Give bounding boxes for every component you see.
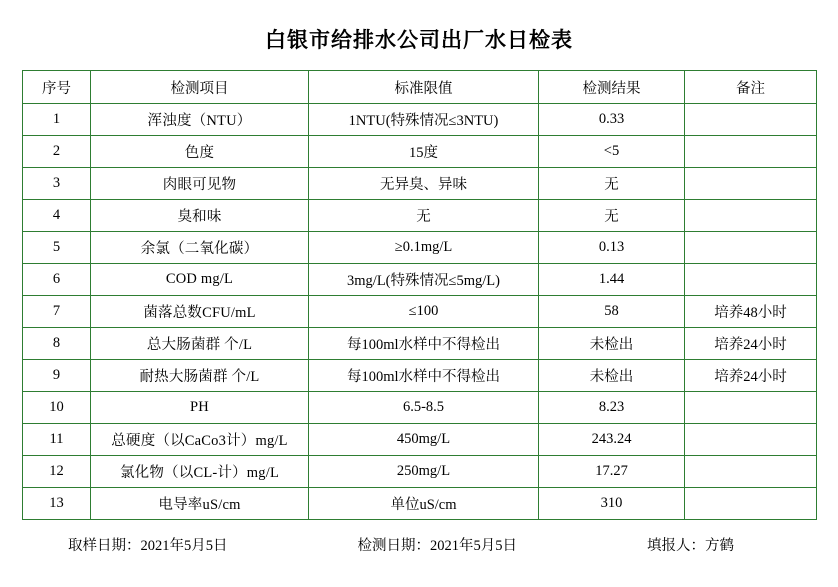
table-row [23, 200, 817, 232]
column-header-item: 检测项目 [91, 71, 309, 104]
cell-limit: 每100ml水样中不得检出 [309, 360, 539, 392]
column-header-index: 序号 [23, 71, 91, 104]
cell-result: 0.13 [539, 232, 685, 264]
cell-remark [685, 200, 817, 232]
cell-result: 58 [539, 296, 685, 328]
sampling-date-label: 取样日期：2021年5月5日 [68, 538, 228, 554]
cell-limit: 每100ml水样中不得检出 [309, 328, 539, 360]
table-row [23, 328, 817, 360]
cell-remark [685, 136, 817, 168]
table-row [23, 264, 817, 296]
cell-limit: 1NTU(特殊情况≤3NTU) [309, 104, 539, 136]
cell-result: 243.24 [539, 424, 685, 456]
cell-index: 7 [23, 296, 91, 328]
page-title: 白银市给排水公司出厂水日检表 [265, 28, 573, 52]
testing-date-label: 检测日期：2021年5月5日 [357, 538, 517, 554]
cell-result: 未检出 [539, 328, 685, 360]
column-header-result: 检测结果 [539, 71, 685, 104]
cell-index: 6 [23, 264, 91, 296]
cell-limit: 无 [309, 200, 539, 232]
cell-limit: 450mg/L [309, 424, 539, 456]
cell-item: 总大肠菌群 个/L [91, 328, 309, 360]
cell-limit: ≥0.1mg/L [309, 232, 539, 264]
cell-result: 0.33 [539, 104, 685, 136]
cell-remark: 培养48小时 [685, 296, 817, 328]
cell-index: 5 [23, 232, 91, 264]
cell-item: 余氯（二氧化碳） [91, 232, 309, 264]
cell-index: 11 [23, 424, 91, 456]
cell-limit: 无异臭、异味 [309, 168, 539, 200]
cell-remark [685, 392, 817, 424]
table-header-row [23, 71, 817, 104]
cell-result: 1.44 [539, 264, 685, 296]
cell-item: 电导率uS/cm [91, 488, 309, 520]
cell-index: 3 [23, 168, 91, 200]
cell-item: 总硬度（以CaCo3计）mg/L [91, 424, 309, 456]
cell-remark [685, 232, 817, 264]
water-quality-report-table [22, 70, 817, 520]
cell-index: 1 [23, 104, 91, 136]
cell-result: 17.27 [539, 456, 685, 488]
cell-item: 色度 [91, 136, 309, 168]
cell-limit: 6.5-8.5 [309, 392, 539, 424]
cell-item: COD mg/L [91, 264, 309, 296]
report-table-wrapper [0, 70, 838, 520]
cell-item: PH [91, 392, 309, 424]
cell-remark [685, 104, 817, 136]
document-footer [0, 520, 838, 555]
column-header-remark: 备注 [685, 71, 817, 104]
table-row [23, 104, 817, 136]
cell-remark: 培养24小时 [685, 360, 817, 392]
cell-index: 10 [23, 392, 91, 424]
cell-item: 臭和味 [91, 200, 309, 232]
cell-limit: 单位uS/cm [309, 488, 539, 520]
cell-remark [685, 488, 817, 520]
cell-result: 无 [539, 168, 685, 200]
column-header-limit: 标准限值 [309, 71, 539, 104]
table-row [23, 136, 817, 168]
cell-index: 8 [23, 328, 91, 360]
cell-limit: 250mg/L [309, 456, 539, 488]
table-body [23, 104, 817, 520]
table-row [23, 232, 817, 264]
cell-result: 310 [539, 488, 685, 520]
cell-limit: ≤100 [309, 296, 539, 328]
cell-remark: 培养24小时 [685, 328, 817, 360]
cell-index: 2 [23, 136, 91, 168]
reporter-label: 填报人：方鹤 [647, 538, 734, 554]
cell-index: 4 [23, 200, 91, 232]
cell-item: 菌落总数CFU/mL [91, 296, 309, 328]
table-header [23, 71, 817, 104]
cell-item: 耐热大肠菌群 个/L [91, 360, 309, 392]
table-row [23, 296, 817, 328]
cell-item: 浑浊度（NTU） [91, 104, 309, 136]
cell-item: 肉眼可见物 [91, 168, 309, 200]
table-row [23, 360, 817, 392]
cell-index: 13 [23, 488, 91, 520]
table-row [23, 392, 817, 424]
cell-result: 8.23 [539, 392, 685, 424]
cell-result: 无 [539, 200, 685, 232]
cell-result: 未检出 [539, 360, 685, 392]
cell-index: 12 [23, 456, 91, 488]
table-row [23, 488, 817, 520]
table-row [23, 168, 817, 200]
table-row [23, 424, 817, 456]
cell-remark [685, 264, 817, 296]
cell-limit: 15度 [309, 136, 539, 168]
cell-result: <5 [539, 136, 685, 168]
cell-remark [685, 168, 817, 200]
cell-remark [685, 424, 817, 456]
cell-limit: 3mg/L(特殊情况≤5mg/L) [309, 264, 539, 296]
cell-item: 氯化物（以CL-计）mg/L [91, 456, 309, 488]
table-row [23, 456, 817, 488]
cell-remark [685, 456, 817, 488]
cell-index: 9 [23, 360, 91, 392]
